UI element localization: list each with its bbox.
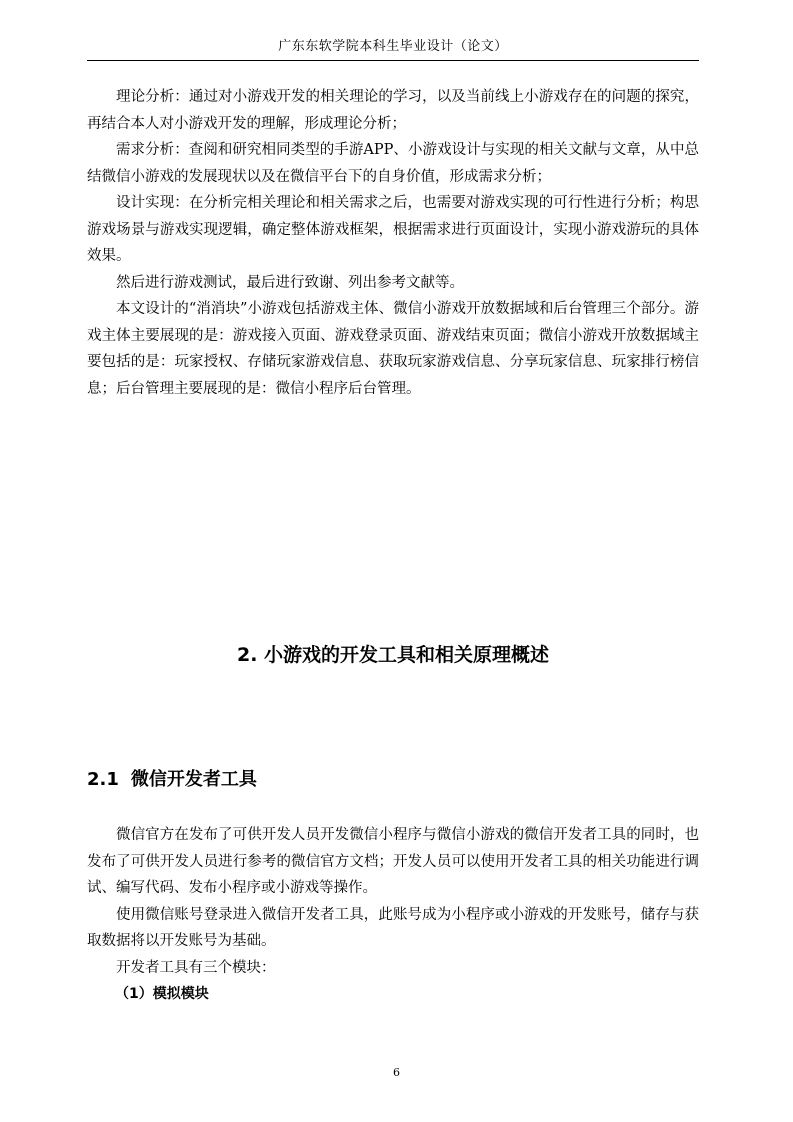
paragraph-requirement-analysis: 需求分析：查阅和研究相同类型的手游APP、小游戏设计与实现的相关文献与文章，从中总结微信小游戏的发展现状以及在微信平台下的自身价值，形成需求分析； bbox=[87, 142, 699, 185]
paragraph-game-overview: 本文设计的“消消块”小游戏包括游戏主体、微信小游戏开放数据域和后台管理三个部分。游戏主体主要展现的是：游戏接入页面、游戏登录页面、游戏结束页面；微信小游戏开放数据域主要包括的是：玩家授权、存储玩家游戏信息、获取玩家游戏信息、分享玩家信息、玩家排行榜信息；后台管理主要展现的是：微信小程序后台管理。 bbox=[87, 301, 699, 397]
paragraph-theory-analysis: 理论分析：通过对小游戏开发的相关理论的学习，以及当前线上小游戏存在的问题的探究，再结合本人对小游戏开发的理解，形成理论分析； bbox=[87, 89, 699, 132]
section-number: 2.1 bbox=[87, 769, 119, 790]
paragraph-testing: 然后进行游戏测试，最后进行致谢、列出参考文献等。 bbox=[116, 274, 464, 291]
paragraph-devtools-intro: 微信官方在发布了可供开发人员开发微信小程序与微信小游戏的微信开发者工具的同时，也发布了可供开发人员进行参考的微信官方文档；开发人员可以使用开发者工具的相关功能进行调试、编写代码、发布小程序或小游戏等操作。 bbox=[87, 827, 699, 896]
header-rule bbox=[87, 60, 699, 61]
subheading-simulator-module: （1）模拟模块 bbox=[115, 986, 209, 1002]
chapter-title: 2. 小游戏的开发工具和相关原理概述 bbox=[236, 644, 550, 666]
page-header: 广东东软学院本科生毕业设计（论文） bbox=[278, 39, 508, 54]
section-heading bbox=[87, 765, 257, 795]
section-body bbox=[87, 822, 699, 1008]
paragraph-devtools-modules: 开发者工具有三个模块： bbox=[116, 959, 276, 976]
section-title: 微信开发者工具 bbox=[130, 769, 257, 790]
intro-section bbox=[87, 84, 699, 402]
paragraph-devtools-account: 使用微信账号登录进入微信开发者工具，此账号成为小程序或小游戏的开发账号，储存与获取数据将以开发账号为基础。 bbox=[87, 906, 699, 949]
paragraph-design-implementation: 设计实现：在分析完相关理论和相关需求之后，也需要对游戏实现的可行性进行分析；构思游戏场景与游戏实现逻辑，确定整体游戏框架，根据需求进行页面设计，实现小游戏游玩的具体效果。 bbox=[87, 195, 699, 264]
page-number: 6 bbox=[393, 1066, 400, 1079]
